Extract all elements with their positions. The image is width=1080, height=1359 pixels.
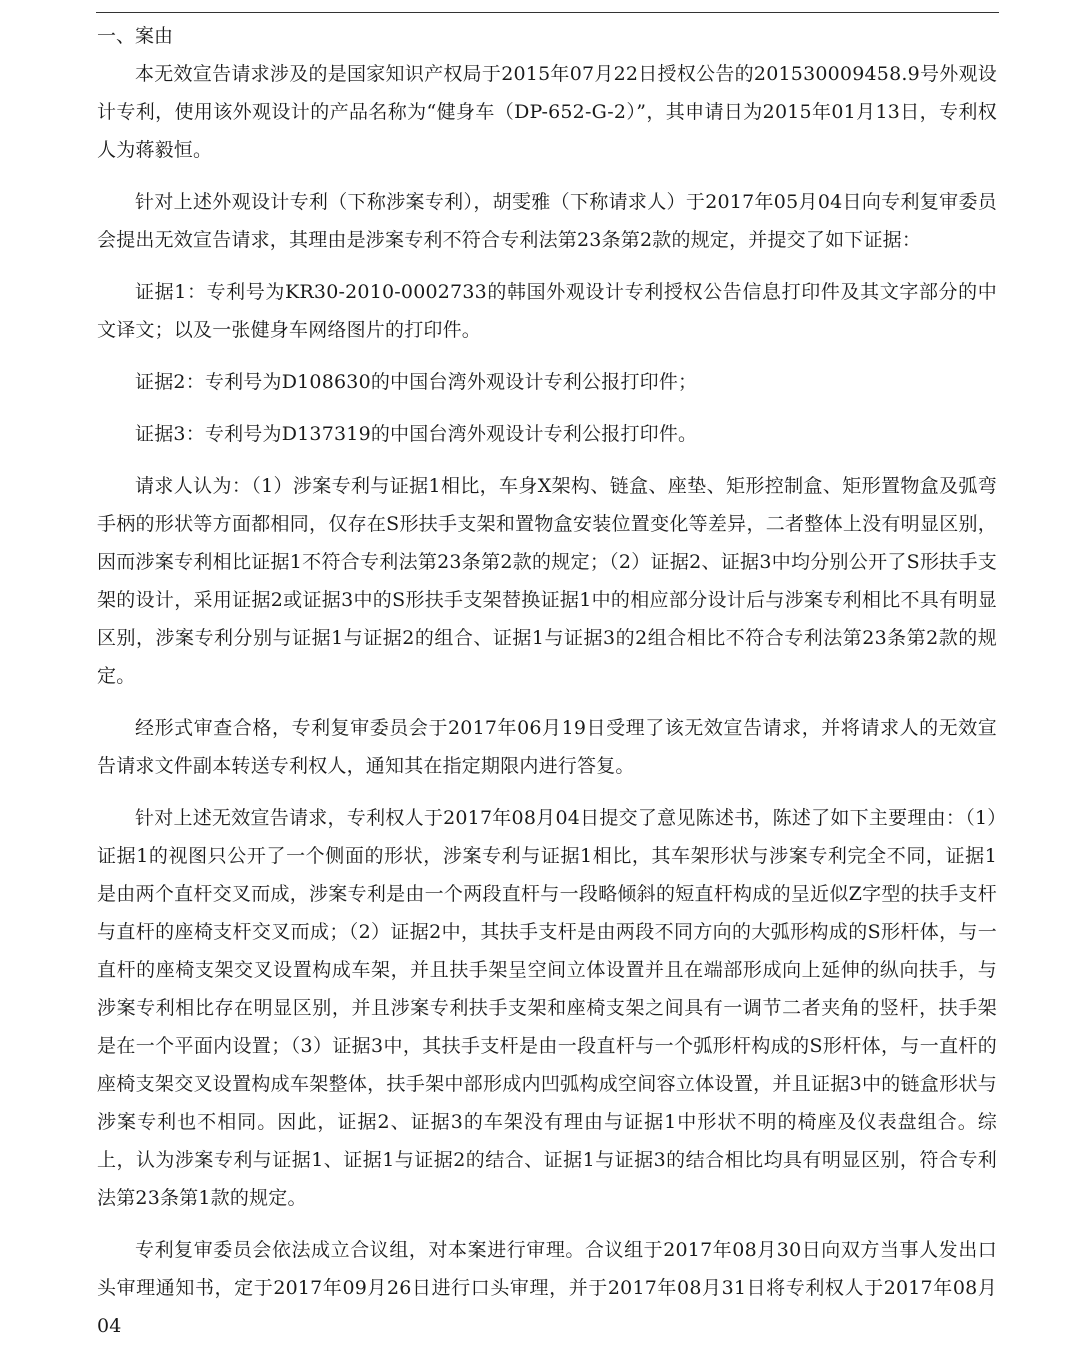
paragraph-oral-hearing: 专利复审委员会依法成立合议组，对本案进行审理。合议组于2017年08月30日向双方当事人发出口头审理通知书，定于2017年09月26日进行口头审理，并于2017年08月31日将专利权人于2017年08月04 bbox=[97, 1239, 997, 1337]
document-body bbox=[97, 17, 997, 1359]
paragraph-evidence-2: 证据2：专利号为D108630的中国台湾外观设计专利公报打印件； bbox=[135, 371, 698, 393]
paragraph-case-intro: 本无效宣告请求涉及的是国家知识产权局于2015年07月22日授权公告的201530009458.9号外观设计专利，使用该外观设计的产品名称为“健身车（DP-652-G-2）”，其申请日为2015年01月13日，专利权人为蒋毅恒。 bbox=[97, 63, 997, 161]
paragraph-requester-opinion: 请求人认为：（1）涉案专利与证据1相比，车身X架构、链盒、座垫、矩形控制盒、矩形置物盒及弧弯手柄的形状等方面都相同，仅存在S形扶手支架和置物盒安装位置变化等差异，二者整体上没有明显区别，因而涉案专利相比证据1不符合专利法第23条第2款的规定；（2）证据2、证据3中均分别公开了S形扶手支架的设计，采用证据2或证据3中的S形扶手支架替换证据1中的相应部分设计后与涉案专利相比不具有明显区别，涉案专利分别与证据1与证据2的组合、证据1与证据3的2组合相比不符合专利法第23条第2款的规定。 bbox=[97, 475, 997, 687]
paragraph-request-filed: 针对上述外观设计专利（下称涉案专利），胡雯雅（下称请求人）于2017年05月04日向专利复审委员会提出无效宣告请求，其理由是涉案专利不符合专利法第23条第2款的规定，并提交了如下证据： bbox=[97, 191, 997, 251]
paragraph-evidence-1: 证据1：专利号为KR30-2010-0002733的韩国外观设计专利授权公告信息打印件及其文字部分的中文译文；以及一张健身车网络图片的打印件。 bbox=[97, 281, 997, 341]
paragraph-evidence-3: 证据3：专利号为D137319的中国台湾外观设计专利公报打印件。 bbox=[135, 423, 698, 445]
section-heading: 一、案由 bbox=[97, 25, 174, 47]
header-rule bbox=[96, 12, 999, 13]
paragraph-patentee-response: 针对上述无效宣告请求，专利权人于2017年08月04日提交了意见陈述书，陈述了如下主要理由：（1）证据1的视图只公开了一个侧面的形状，涉案专利与证据1相比，其车架形状与涉案专利完全不同，证据1是由两个直杆交叉而成，涉案专利是由一个两段直杆与一段略倾斜的短直杆构成的呈近似Z字型的扶手支杆与直杆的座椅支杆交叉而成；（2）证据2中，其扶手支杆是由两段不同方向的大弧形构成的S形杆体，与一直杆的座椅支架交叉设置构成车架，并且扶手架呈空间立体设置并且在端部形成向上延伸的纵向扶手，与涉案专利相比存在明显区别，并且涉案专利扶手支架和座椅支架之间具有一调节二者夹角的竖杆，扶手架是在一个平面内设置；（3）证据3中，其扶手支杆是由一段直杆与一个弧形杆构成的S形杆体，与一直杆的座椅支架交叉设置构成车架整体，扶手架中部形成内凹弧构成空间容立体设置，并且证据3中的链盒形状与涉案专利也不相同。因此，证据2、证据3的车架没有理由与证据1中形状不明的椅座及仪表盘组合。综上，认为涉案专利与证据1、证据1与证据2的结合、证据1与证据3的结合相比均具有明显区别，符合专利法第23条第1款的规定。 bbox=[97, 807, 997, 1209]
paragraph-formal-examination: 经形式审查合格，专利复审委员会于2017年06月19日受理了该无效宣告请求，并将请求人的无效宣告请求文件副本转送专利权人，通知其在指定期限内进行答复。 bbox=[97, 717, 997, 777]
